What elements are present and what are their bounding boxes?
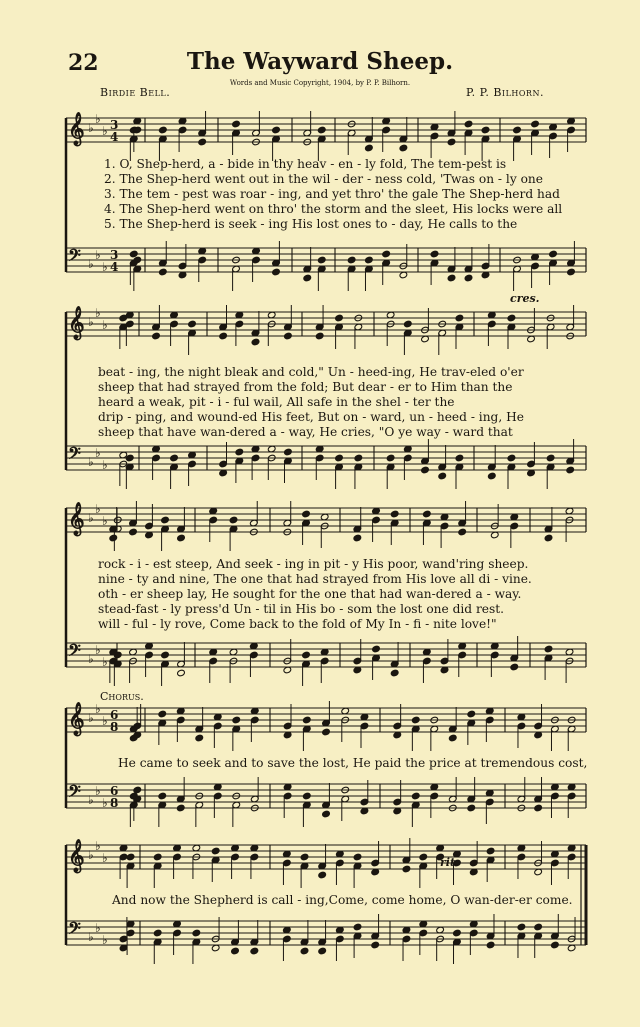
system-1-bass-note — [317, 256, 326, 264]
system-2-bass-key-flat: ♭ — [95, 446, 101, 460]
chorus-1-treble-note — [158, 710, 167, 718]
chorus-2-bass-clef: 𝄢 — [68, 918, 81, 942]
system-3-treble-note — [177, 534, 186, 542]
system-2-bass-note — [170, 454, 179, 462]
chorus-2-bass-key-flat: ♭ — [102, 933, 108, 947]
system-1-bass-clef: 𝄢 — [68, 245, 81, 269]
system-3-bass-note — [372, 645, 381, 653]
chorus-2-bass-note — [153, 929, 162, 937]
rit-mark: rit. — [440, 856, 459, 869]
system-2-treble-note — [188, 320, 197, 328]
chorus-2-bass-note — [250, 947, 259, 955]
system-2-bass-key-flat: ♭ — [102, 458, 108, 472]
system-1-bass-note — [447, 274, 456, 282]
system-1-treble-note — [159, 126, 168, 134]
chorus-1-bass-note — [467, 804, 476, 812]
chorus-1-treble-note — [195, 734, 204, 742]
chorus-1-treble-note — [302, 716, 311, 724]
chorus-2-treble-clef: 𝄞 — [68, 839, 85, 872]
chorus-1-treble-key-flat: ♭ — [88, 711, 94, 725]
system-1-bass-note — [133, 256, 142, 264]
chorus-2-bass-note — [517, 923, 526, 931]
system-2-bass-note — [546, 454, 555, 462]
system-2-treble-note — [403, 320, 412, 328]
chorus-1-treble-note — [322, 728, 331, 736]
chorus-2-treble-note — [486, 847, 495, 855]
system-1-treble-note — [531, 120, 540, 128]
chorus-2-treble-note — [126, 853, 135, 861]
system-2-treble-note — [251, 338, 260, 346]
verse-1-line-5: 5. The Shep-herd is seek - ing His lost ones to - day, He calls to the — [104, 217, 518, 231]
system-3-bass-note — [544, 645, 553, 653]
system-1-treble-note — [513, 126, 522, 134]
verse-3-line-4: stead-fast - ly press'd Un - til in His bo - som the lost one did rest. — [98, 602, 505, 616]
chorus-1-bass-note — [411, 792, 420, 800]
system-1-bass-note — [347, 256, 356, 264]
system-1-treble-key-flat: ♭ — [102, 124, 108, 138]
system-2-bass-note — [421, 466, 430, 474]
system-2-bass-note — [335, 454, 344, 462]
system-3-treble-note — [302, 510, 311, 518]
chorus-2-treble-note — [211, 847, 220, 855]
chorus-1-bass-note — [176, 804, 185, 812]
system-1-treble-note — [198, 138, 207, 146]
chorus-2-treble-note — [153, 853, 162, 861]
system-2-treble-note — [507, 314, 516, 322]
chorus-line-1: He came to seek and to save the lost, He paid the price at tremendous cost, — [118, 756, 588, 770]
chorus-line-2: And now the Shepherd is call - ing,Come, come home, O wan-der-er come. — [112, 893, 573, 907]
chorus-2-bass-note — [371, 941, 380, 949]
chorus-2-bass-key-flat: ♭ — [88, 930, 94, 944]
chorus-1-bass-note — [534, 804, 543, 812]
verse-1-line-4: 4. The Shep-herd went on thro' the storm and the sleet, His locks were all — [104, 202, 563, 216]
chorus-1-bass-note — [302, 792, 311, 800]
system-1-bass-note — [549, 250, 558, 258]
chorus-1-bass-key-flat: ♭ — [95, 784, 101, 798]
chorus-1-treble-time-top: 6 — [110, 708, 119, 722]
chorus-1-treble-note — [232, 716, 241, 724]
system-1-bass-note — [303, 274, 312, 282]
chorus-1-bass-time-top: 6 — [110, 784, 119, 798]
chorus-2-bass-note — [231, 947, 240, 955]
system-3-treble-note — [161, 516, 170, 524]
page-number: 22 — [68, 50, 99, 76]
system-2-treble-key-flat: ♭ — [102, 318, 108, 332]
system-1-bass-note — [365, 256, 374, 264]
system-3-bass-note — [390, 669, 399, 677]
chorus-2-bass-note — [551, 941, 560, 949]
chorus-2-treble-key-flat: ♭ — [102, 851, 108, 865]
system-3-bass-clef: 𝄢 — [68, 640, 81, 664]
chorus-2-treble-note — [402, 865, 411, 873]
system-3-bass-key-flat: ♭ — [88, 652, 94, 666]
system-3-treble-clef: 𝄞 — [68, 502, 85, 535]
chorus-2-bass-note — [486, 941, 495, 949]
verse-3-line-3: oth - er sheep lay, He sought for the one that had wan-dered a - way. — [98, 587, 522, 601]
system-1-treble-time-top: 3 — [110, 118, 119, 132]
chorus-2-bass-key-flat: ♭ — [95, 921, 101, 935]
system-1-treble-time-bottom: 4 — [110, 130, 119, 144]
system-2-treble-note — [455, 314, 464, 322]
chorus-1-bass-key-flat: ♭ — [88, 793, 94, 807]
system-1-treble-note — [399, 144, 408, 152]
system-1-treble-note — [272, 126, 281, 134]
chorus-1-treble-time-bottom: 8 — [110, 720, 119, 734]
system-1-bass-key-flat: ♭ — [88, 257, 94, 271]
system-1-bass-time-top: 3 — [110, 248, 119, 262]
system-3-treble-note — [229, 516, 238, 524]
system-3-bass-note — [510, 663, 519, 671]
verse-1-line-3: 3. The tem - pest was roar - ing, and yet thro' the gale The Shep-herd had — [104, 187, 560, 201]
system-2-bass-note — [566, 466, 575, 474]
system-3-treble-note — [390, 510, 399, 518]
composer-credit: P. P. Bilhorn. — [466, 86, 544, 99]
chorus-2-bass-note — [534, 923, 543, 931]
system-3-treble-key-flat: ♭ — [88, 511, 94, 525]
chorus-1-bass-key-flat: ♭ — [102, 796, 108, 810]
chorus-1-treble-note — [467, 710, 476, 718]
system-3-treble-key-flat: ♭ — [95, 502, 101, 516]
system-1-treble-note — [232, 120, 241, 128]
chorus-1-treble-note — [411, 716, 420, 724]
system-2-bass-note — [354, 454, 363, 462]
system-2-bass-note — [487, 472, 496, 480]
system-3-treble-note — [109, 534, 118, 542]
chorus-1-treble-note — [448, 734, 457, 742]
verse-1-line-1: 1. O, Shep-herd, a - bide in thy heav - en - ly fold, The tem-pest is — [104, 157, 507, 171]
verse-2-line-2: sheep that had strayed from the fold; But dear - er to Him than the — [98, 380, 513, 394]
system-2-treble-key-flat: ♭ — [95, 306, 101, 320]
system-2-bass-key-flat: ♭ — [88, 455, 94, 469]
verse-3-line-5: will - ful - ly rove, Come back to the fold of My In - fi - nite love!" — [98, 617, 497, 631]
system-1-bass-note — [567, 268, 576, 276]
system-2-bass-note — [507, 454, 516, 462]
system-1-bass-note — [382, 250, 391, 258]
system-3-treble-note — [129, 528, 138, 536]
verse-2-line-5: sheep that have wan-dered a - way, He cries, "O ye way - ward that — [98, 425, 513, 439]
system-1-treble-clef: 𝄞 — [68, 112, 85, 145]
system-1-bass-note — [129, 250, 138, 258]
chorus-2-treble-key-flat: ♭ — [88, 848, 94, 862]
chorus-1-bass-note — [158, 792, 167, 800]
system-1-treble-note — [365, 144, 374, 152]
system-3-bass-note — [302, 651, 311, 659]
system-3-bass-note — [161, 651, 170, 659]
chorus-2-treble-note — [353, 853, 362, 861]
system-2-bass-note — [284, 448, 293, 456]
system-2-bass-note — [455, 454, 464, 462]
system-1-bass-note — [159, 268, 168, 276]
system-1-treble-key-flat: ♭ — [95, 112, 101, 126]
system-2-treble-note — [152, 332, 161, 340]
system-2-treble-key-flat: ♭ — [88, 315, 94, 329]
chorus-1-treble-clef: 𝄞 — [68, 702, 85, 735]
lyricist-credit: Birdie Bell. — [100, 86, 171, 99]
verse-2-line-1: beat - ing, the night bleak and cold," Un - heed-ing, He trav-eled o'er — [98, 365, 524, 379]
chorus-2-bass-note — [300, 947, 309, 955]
system-1-treble-note — [447, 138, 456, 146]
chorus-2-treble-note — [419, 853, 428, 861]
verse-3-line-2: nine - ty and nine, The one that had strayed from His love all di - vine. — [98, 572, 532, 586]
system-2-treble-clef: 𝄞 — [68, 306, 85, 339]
hymn-title: The Wayward Sheep. — [186, 48, 454, 75]
chorus-2-bass-note — [453, 929, 462, 937]
system-2-treble-note — [315, 332, 324, 340]
chorus-1-treble-key-flat: ♭ — [102, 714, 108, 728]
verse-3-line-1: rock - i - est steep, And seek - ing in pit - y His poor, wand'ring sheep. — [98, 557, 529, 571]
system-2-treble-note — [219, 332, 228, 340]
verse-1-line-2: 2. The Shep-herd went out in the wil - der - ness cold, 'Twas on - ly one — [104, 172, 543, 186]
system-3-treble-note — [423, 510, 432, 518]
system-1-treble-note — [464, 120, 473, 128]
system-3-bass-key-flat: ♭ — [95, 643, 101, 657]
chorus-2-treble-note — [300, 853, 309, 861]
chorus-1-bass-time-bottom: 8 — [110, 796, 119, 810]
system-1-treble-key-flat: ♭ — [88, 121, 94, 135]
system-1-bass-note — [464, 274, 473, 282]
system-3-treble-note — [544, 534, 553, 542]
system-3-treble-key-flat: ♭ — [102, 514, 108, 528]
chorus-2-treble-note — [318, 871, 327, 879]
verse-2-line-4: drip - ping, and wound-ed His feet, But on - ward, un - heed - ing, He — [98, 410, 524, 424]
system-3-bass-key-flat: ♭ — [102, 655, 108, 669]
system-2-bass-note — [235, 448, 244, 456]
chorus-2-treble-key-flat: ♭ — [95, 839, 101, 853]
chorus-1-bass-clef: 𝄢 — [68, 781, 81, 805]
system-3-bass-note — [177, 669, 186, 677]
verse-2-line-3: heard a weak, pit - i - ful wail, All safe in the shel - ter the — [98, 395, 455, 409]
system-2-bass-note — [386, 454, 395, 462]
system-1-treble-note — [317, 126, 326, 134]
system-1-bass-note — [272, 268, 281, 276]
system-3-treble-note — [353, 534, 362, 542]
system-2-treble-note — [284, 332, 293, 340]
system-1-bass-time-bottom: 4 — [110, 260, 119, 274]
system-1-bass-note — [430, 250, 439, 258]
system-2-bass-note — [438, 472, 447, 480]
system-3-treble-note — [458, 528, 467, 536]
chorus-2-bass-note — [353, 923, 362, 931]
chorus-1-bass-note — [322, 810, 331, 818]
system-1-bass-key-flat: ♭ — [102, 260, 108, 274]
chorus-label: Chorus. — [100, 690, 144, 703]
system-2-bass-clef: 𝄢 — [68, 443, 81, 467]
chorus-2-bass-note — [318, 947, 327, 955]
system-1-bass-key-flat: ♭ — [95, 248, 101, 262]
cres-mark: cres. — [510, 292, 540, 305]
chorus-1-treble-key-flat: ♭ — [95, 702, 101, 716]
chorus-2-bass-note — [192, 929, 201, 937]
chorus-1-bass-note — [133, 786, 142, 794]
system-1-treble-note — [481, 126, 490, 134]
copyright-notice: Words and Music Copyright, 1904, by P. P. Bilhorn. — [229, 79, 411, 87]
system-2-treble-note — [335, 314, 344, 322]
